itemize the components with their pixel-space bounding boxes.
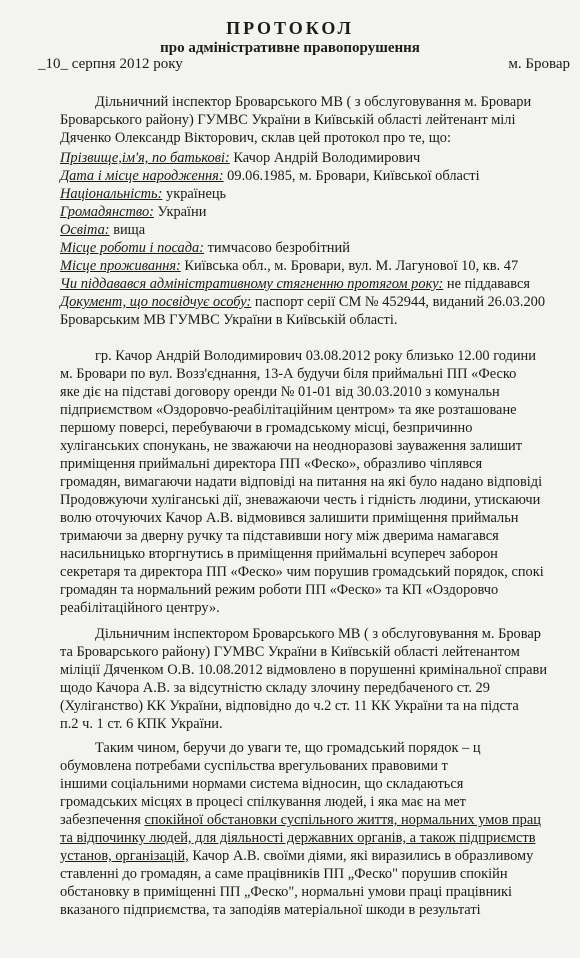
paragraph-line: громадян та нормальний режим роботи ПП «Феско» та КП «Оздоровчо — [60, 582, 499, 598]
field-value: паспорт серії СМ № 452944, виданий 26.03.200 — [251, 294, 546, 310]
field-birth — [60, 168, 480, 185]
field-nationality — [60, 186, 226, 203]
field-label: Громадянство: — [60, 204, 154, 220]
field-name — [60, 150, 420, 167]
field-value: Київська обл., м. Бровари, вул. М. Лагунової 10, кв. 47 — [180, 258, 519, 274]
paragraph-line: ставленні до громадян, а саме працівників ПП „Феско" порушив спокійн — [60, 866, 508, 882]
paragraph-line: щодо Качора А.В. за відсутністю складу злочину передбаченого ст. 29 — [60, 680, 490, 696]
paragraph-line: (Хуліганство) КК України, відповідно до ч.2 ст. 11 КК України та на підста — [60, 698, 519, 714]
intro-line: Дільничний інспектор Броварського МВ ( з обслуговування м. Бровари — [95, 94, 532, 110]
paragraph-line: приміщення приймальні директора ПП «Феско», образливо чіплявся — [60, 456, 483, 472]
underlined-text: установ, організацій, — [60, 848, 189, 864]
field-value: українець — [162, 186, 227, 202]
paragraph-line: хуліганських спонукань, не зважаючи на неодноразові зауваження залишит — [60, 438, 523, 454]
paragraph-line: м. Бровари по вул. Возз'єднання, 13-А будучи біля приймальні ПП «Феско — [60, 366, 517, 382]
field-value: не піддавався — [443, 276, 531, 292]
paragraph-line — [60, 812, 541, 829]
paragraph-line: міліції Дяченком О.В. 10.08.2012 відмовлено в порушенні кримінальної справи — [60, 662, 548, 678]
paragraph-line: та відпочинку людей, для діяльності державних органів, а також підприємств — [60, 830, 536, 846]
paragraph-line: гр. Качор Андрій Володимирович 03.08.2012 року близько 12.00 години — [95, 348, 536, 364]
document-subtitle: про адміністративне правопорушення — [160, 40, 420, 56]
field-label: Місце роботи і посада: — [60, 240, 205, 256]
field-education — [60, 222, 145, 239]
intro-line: Дяченко Олександр Вікторович, склав цей протокол про те, що: — [60, 130, 451, 146]
underlined-text: спокійної обстановки суспільного життя, нормальних умов прац — [144, 812, 541, 828]
field-residence — [60, 258, 518, 275]
paragraph-line: яке діє на підставі договору оренди № 01-01 від 30.03.2010 з комунальн — [60, 384, 500, 400]
field-value: тимчасово безробітний — [204, 240, 350, 256]
paragraph-line: тримаючи за дверну ручку та підставивши ногу між дверима намагався — [60, 528, 499, 544]
field-value: 09.06.1985, м. Бровари, Київської області — [223, 168, 480, 184]
paragraph-line: підприємством «Оздоровчо-реабілітаційним центром» та яке розташоване — [60, 402, 517, 418]
field-label: Документ, що посвідчує особу: — [60, 294, 252, 310]
paragraph-line: громадських місцях в процесі спілкування людей, і яка має на мет — [60, 794, 466, 810]
paragraph-line: та Броварського району) ГУМВС України в Київській області лейтенантом — [60, 644, 520, 660]
paragraph-line: волю оточуючих Качор А.В. відмовився залишити приміщення приймальн — [60, 510, 519, 526]
paragraph-line: обстановку в приміщенні ПП „Феско", нормальні умови праці працівникі — [60, 884, 512, 900]
field-citizenship — [60, 204, 206, 221]
field-document — [60, 294, 545, 311]
document-city: м. Бровар — [508, 56, 570, 72]
paragraph-text: забезпечення — [60, 812, 145, 828]
paragraph-line: Дільничним інспектором Броварського МВ ( з обслуговування м. Бровар — [95, 626, 541, 642]
document-date: _10_ серпня 2012 року — [38, 56, 183, 72]
paragraph-line: п.2 ч. 1 ст. 6 КПК України. — [60, 716, 223, 732]
field-label: Прізвище,ім'я, по батькові: — [60, 150, 230, 166]
intro-line: Броварського району) ГУМВС України в Київській області лейтенант мілі — [60, 112, 516, 128]
paragraph-line: Продовжуючи хуліганські дії, зневажаючи честь і гідність людини, утискаючи — [60, 492, 541, 508]
paragraph-line: іншими соціальними нормами система відносин, що складаються — [60, 776, 464, 792]
paragraph-text: Качор А.В. своїми діями, які виразились в образливому — [188, 848, 534, 864]
document-title: ПРОТОКОЛ — [226, 18, 354, 38]
paragraph-line: Таким чином, беручи до уваги те, що громадський порядок – ц — [95, 740, 481, 756]
paragraph-line: вказаного підприємства, та заподіяв матеріальної шкоди в результаті — [60, 902, 481, 918]
field-value: України — [153, 204, 207, 220]
paragraph-line: насильницько вторгнутись в приміщення приймальні всупереч заборон — [60, 546, 498, 562]
field-label: Дата і місце народження: — [60, 168, 224, 184]
paragraph-line: першому поверсі, перебуваючи в громадському місці, безпричинно — [60, 420, 473, 436]
paragraph-line: громадян, вимагаючи надати відповіді на питання на які було надано відповіді — [60, 474, 543, 490]
field-label: Національність: — [60, 186, 163, 202]
field-work — [60, 240, 350, 257]
paragraph-line: обумовлена потребами суспільства врегульованих правовими т — [60, 758, 448, 774]
paragraph-line — [60, 848, 533, 865]
field-penalty — [60, 276, 530, 293]
field-value: вища — [109, 222, 146, 238]
field-document-continuation: Броварським МВ ГУМВС України в Київській області. — [60, 312, 398, 328]
field-value: Качор Андрій Володимирович — [229, 150, 421, 166]
field-label: Чи піддавався адміністративному стягненню протягом року: — [60, 276, 444, 292]
paragraph-line: реабілітаційного центру». — [60, 600, 220, 616]
field-label: Освіта: — [60, 222, 110, 238]
paragraph-line: секретаря та директора ПП «Феско» чим порушив громадський порядок, спокі — [60, 564, 544, 580]
field-label: Місце проживання: — [60, 258, 181, 274]
